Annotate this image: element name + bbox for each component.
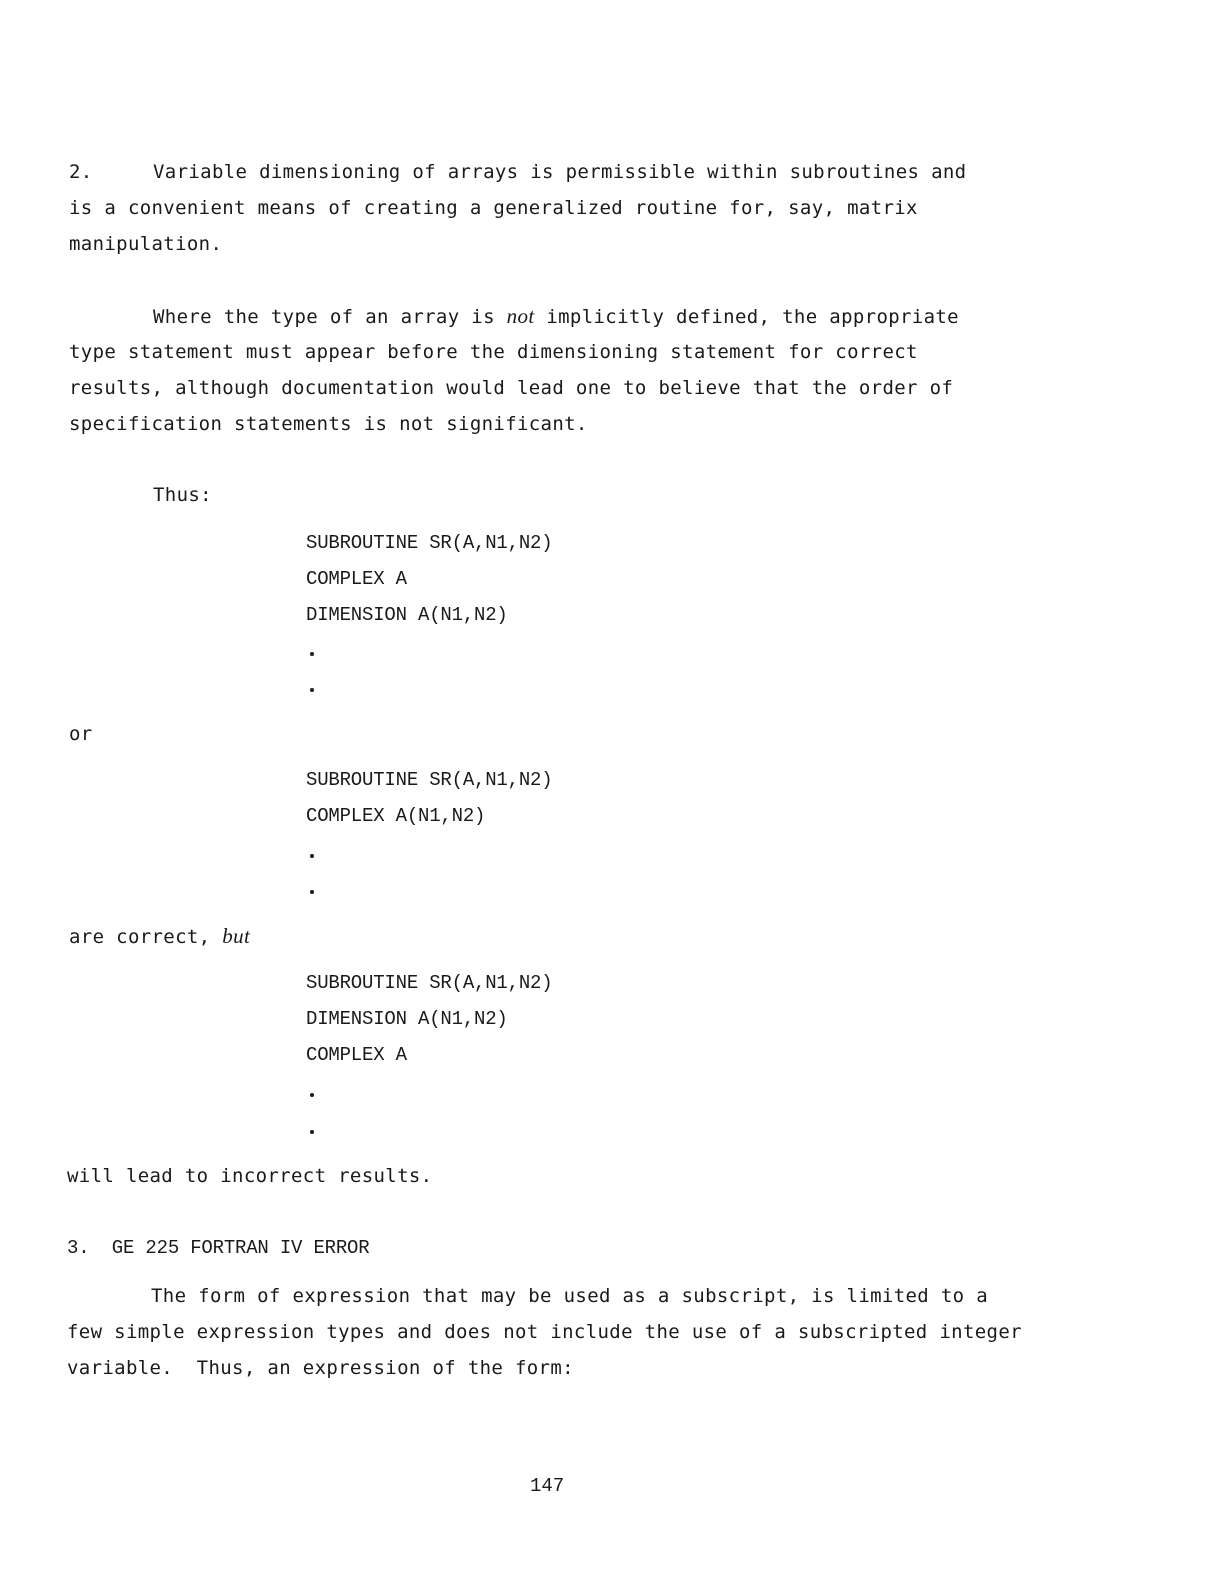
item3-line2: few simple expression types and does not include the use of a subscripted integer — [67, 1321, 1022, 1343]
thus-label: Thus: — [153, 484, 212, 506]
correct-label-emphasis: but — [222, 924, 251, 948]
para2-line2: type statement must appear before the dimensioning statement for correct — [69, 341, 918, 363]
para2-line3: results, although documentation would lead one to believe that the order of — [69, 377, 954, 399]
ellipsis-dot — [310, 854, 314, 858]
example1-line1: SUBROUTINE SR(A,N1,N2) — [306, 532, 553, 554]
para2-line1-post: implicitly defined, the appropriate — [534, 306, 959, 328]
example3-line1: SUBROUTINE SR(A,N1,N2) — [306, 972, 553, 994]
para2-line4: specification statements is not significant. — [69, 413, 588, 435]
ellipsis-dot — [310, 688, 314, 692]
ellipsis-dot — [310, 652, 314, 656]
ellipsis-dot — [310, 1130, 314, 1134]
ellipsis-dot — [310, 890, 314, 894]
item3-line3: variable. Thus, an expression of the form: — [67, 1357, 574, 1379]
example3-line2: DIMENSION A(N1,N2) — [306, 1008, 508, 1030]
item2-line1: Variable dimensioning of arrays is permissible within subroutines and — [153, 161, 967, 183]
or-label: or — [69, 723, 93, 745]
ellipsis-dot — [310, 1093, 314, 1097]
item2-line2: is a convenient means of creating a generalized routine for, say, matrix — [69, 197, 918, 219]
item3-heading: 3. GE 225 FORTRAN IV ERROR — [67, 1237, 370, 1259]
incorrect-label: will lead to incorrect results. — [67, 1165, 433, 1187]
correct-label — [69, 924, 250, 949]
example1-line3: DIMENSION A(N1,N2) — [306, 604, 508, 626]
item3-line1: The form of expression that may be used as a subscript, is limited to a — [151, 1285, 989, 1307]
example1-line2: COMPLEX A — [306, 568, 407, 590]
example2-line1: SUBROUTINE SR(A,N1,N2) — [306, 769, 553, 791]
para2-emphasis: not — [506, 304, 535, 328]
item2-line3: manipulation. — [69, 233, 223, 255]
para2-line1 — [153, 304, 959, 329]
page-number: 147 — [530, 1475, 565, 1497]
para2-line1-pre: Where the type of an array is — [153, 306, 507, 328]
correct-label-text: are correct, — [69, 926, 223, 948]
example3-line3: COMPLEX A — [306, 1044, 407, 1066]
example2-line2: COMPLEX A(N1,N2) — [306, 805, 486, 827]
item2-number: 2. — [69, 161, 93, 183]
